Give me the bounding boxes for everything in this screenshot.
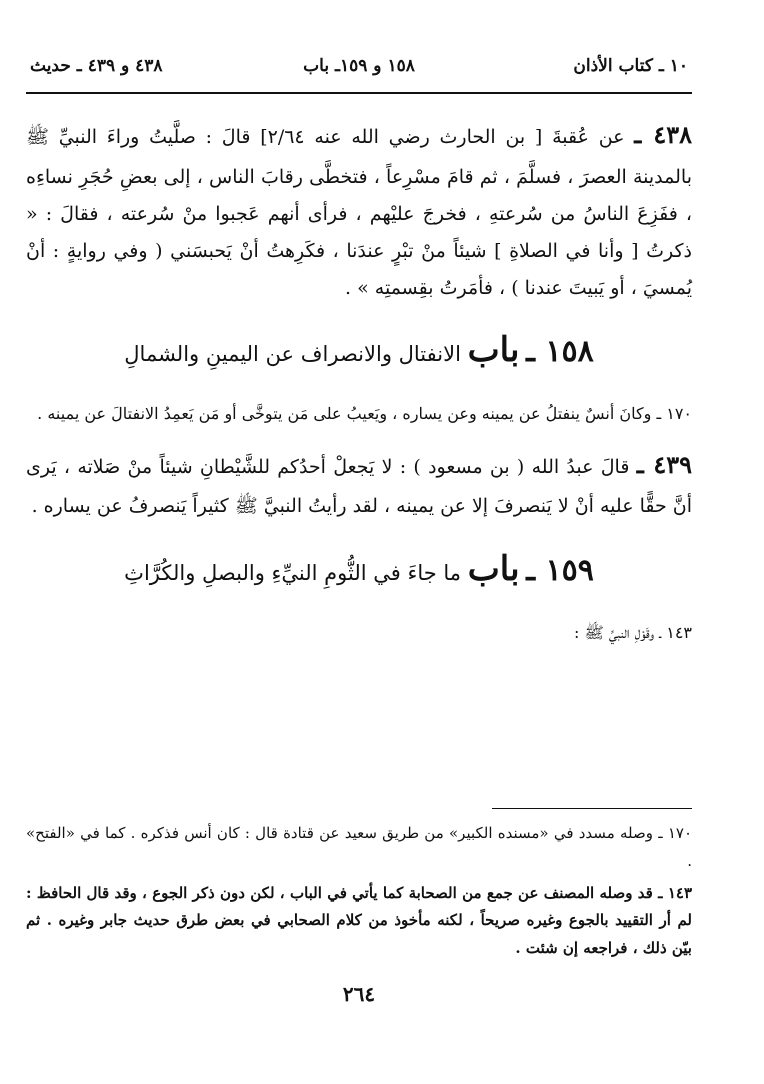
page-number: ٢٦٤ [342,982,376,1006]
hadith-number: ٤٣٩ ـ [636,449,693,479]
header-divider [26,92,692,94]
bab-159-heading [26,536,692,602]
footnote-143: ١٤٣ ـ قد وصله المصنف عن جمع من الصحابة كما يأتي في الباب ، لكن دون ذكر الجوع ، وقد قال الحافظ : لم أر التقييد بالجوع وغيره صريحاً ، لكنه مأخوذ من كلام الصحابي في بعض طرق حديث جابر وغيره . ثم بيّن ذلك ، فراجعه إن شئت . [26,883,692,957]
hadith-number: ٤٣٨ ـ [634,120,693,149]
athar-text: ١٤٣ ـ وقَوْلِ النبيِّ ﷺ : [573,622,692,642]
bab-158-heading [26,317,692,383]
header-chapter: ١٠ ـ كتاب الأذان [573,56,688,76]
bab-title: الانفتال والانصراف عن اليمينِ والشمالِ [124,341,461,366]
document-page [26,0,692,1084]
athar-143 [26,614,692,652]
bab-number: ١٥٨ ـ [526,333,594,369]
bab-word: باب [467,329,520,370]
hadith-439 [26,442,692,526]
athar-170 [26,395,692,433]
footnotes [26,820,692,967]
athar-text: ١٧٠ ـ وكانَ أنسٌ ينفتلُ عن يمينه وعن يساره ، ويَعيبُ على مَن يتوخَّى أو مَن يَعمِدُ الانفتالَ عن يمينه . [37,404,692,424]
main-text [26,112,692,660]
bab-title: ما جاءَ في الثُّومِ النيِّءِ والبصلِ والكُرَّاثِ [124,560,462,585]
hadith-438 [26,112,692,307]
bab-number: ١٥٩ ـ [526,552,594,588]
header-hadith-range: ٤٣٨ و ٤٣٩ ـ حديث [30,56,163,76]
running-header [26,56,692,86]
bab-word: باب [467,548,520,589]
hadith-text: قالَ عبدُ الله ( بن مسعود ) : لا يَجعلْ أحدُكم للشَّيْطانِ شيئاً منْ صَلاته ، يَرى أنَّ حقًّا عليه أنْ لا يَنصرفَ إلا عن يمينه ، لقد رأيتُ النبيَّ ﷺ كثيراً يَنصرفُ عن يساره . [26,455,692,518]
header-section: ١٥٨ و ١٥٩ـ باب [303,56,415,76]
footnote-170: ١٧٠ ـ وصله مسدد في «مسنده الكبير» من طريق سعيد عن قتادة قال : كان أنس فذكره . كما في «الفتح» . [26,824,692,870]
hadith-text: عن عُقبةَ [ بن الحارث رضي الله عنه ٢/٦٤] قالَ : صلَّيتُ وراءَ النبيِّ ﷺ بالمدينة العصرَ ، فسلَّمَ ، ثم قامَ مسْرِعاً ، فتخطَّى رقابَ الناس ، إلى بعضِ حُجَرِ نساءِه ، ففَزِعَ الناسُ من سُرعتهِ ، فخرجَ عليْهم ، فرأى أنهم عَجبوا منْ سُرعته ، فقالَ : « ذكرتُ [ وأنا في الصلاةِ ] شيئاً منْ تبْرٍ عندَنا ، فكَرِهتُ أنْ يَحبسَني ( وفي روايةٍ : أنْ يُمسيَ ، أو يَبيتَ عندنا ) ، فأمَرتُ بقِسمتِه » . [26,126,692,299]
footnote-separator [492,808,692,809]
